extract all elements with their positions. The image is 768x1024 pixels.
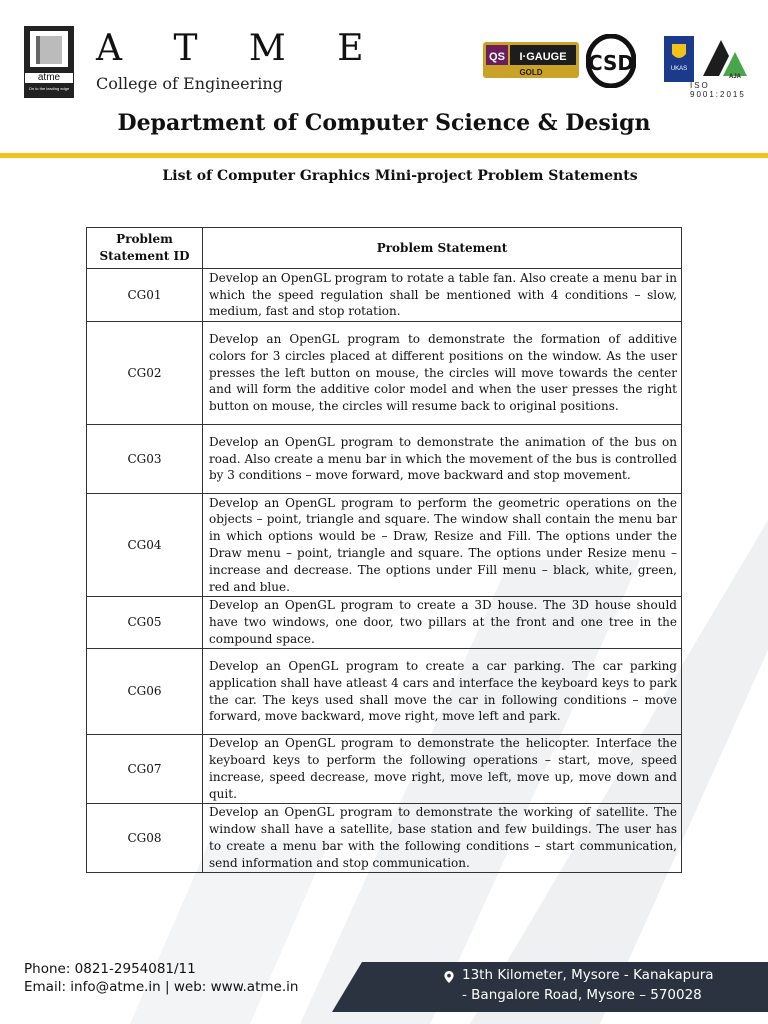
statement-id: CG03 — [87, 425, 203, 494]
table-row — [87, 735, 682, 804]
statement-text: Develop an OpenGL program to demonstrate the formation of additive colors for 3 circles placed at different positions on the window. As the user presses the left button on mouse, the circles will move towards the center and will form the additive color model and when the user presses the right button on mouse, the circles will resume back to original positions. — [203, 322, 682, 425]
table-row — [87, 649, 682, 735]
college-name: College of Engineering — [96, 74, 283, 93]
csd-logo — [586, 34, 636, 88]
statement-text: Develop an OpenGL program to demonstrate the helicopter. Interface the keyboard keys to perform the following operations – start, move, speed increase, speed decrease, move right, move left, move up, move down and quit. — [203, 735, 682, 804]
statement-id: CG07 — [87, 735, 203, 804]
document-subtitle: List of Computer Graphics Mini-project Problem Statements — [162, 168, 638, 184]
department-title: Department of Computer Science & Design — [117, 110, 651, 136]
statement-text: Develop an OpenGL program to rotate a table fan. Also create a menu bar in which the speed regulation shall be mentioned with 4 conditions – slow, medium, fast and stop rotation. — [203, 269, 682, 322]
location-pin-icon — [444, 971, 454, 983]
table-row — [87, 322, 682, 425]
statement-id: CG05 — [87, 597, 203, 649]
brand-name: A T M E — [96, 28, 384, 69]
ukas-icon — [664, 36, 694, 82]
svg-text:CSD: CSD — [587, 51, 635, 75]
logo-tagline: On to the leading edge — [24, 84, 74, 98]
logo-word: atme — [24, 72, 74, 84]
statement-id: CG01 — [87, 269, 203, 322]
table-row — [87, 425, 682, 494]
table-row — [87, 269, 682, 322]
problem-statements-table — [86, 227, 682, 873]
contact-info — [24, 960, 298, 996]
atme-logo — [24, 26, 74, 98]
svg-text:AJA: AJA — [728, 74, 742, 80]
phone-number: Phone: 0821-2954081/11 — [24, 961, 196, 977]
svg-text:GOLD: GOLD — [519, 68, 543, 77]
address-banner — [332, 962, 768, 1012]
column-header-id: Problem Statement ID — [87, 228, 203, 269]
table-row — [87, 597, 682, 649]
email-web: Email: info@atme.in | web: www.atme.in — [24, 979, 299, 995]
column-header-statement: Problem Statement — [203, 228, 682, 269]
iso-cert: ISO 9001:2015 — [690, 81, 746, 99]
aja-icon — [697, 36, 751, 80]
svg-text:UKAS: UKAS — [670, 66, 688, 72]
address-line-1: 13th Kilometer, Mysore - Kanakapura — [462, 967, 714, 983]
qs-igauge-badge — [483, 42, 579, 78]
statement-id: CG02 — [87, 322, 203, 425]
table-row — [87, 494, 682, 597]
statement-text: Develop an OpenGL program to perform the geometric operations on the objects – point, triangle and square. The window shall contain the menu bar in which options would be – Draw, Resize and Fill. The options under the Draw menu – point, triangle and square. The options under Resize menu – increase and decrease. The options under Fill menu – black, white, green, red and blue. — [203, 494, 682, 597]
statement-text: Develop an OpenGL program to demonstrate the working of satellite. The window shall have a satellite, base station and few buildings. The user has to create a menu bar with the following conditions – start communication, send information and stop communication. — [203, 804, 682, 873]
svg-text:QS: QS — [489, 51, 505, 63]
accent-bar — [0, 153, 768, 158]
address-line-2: - Bangalore Road, Mysore – 570028 — [462, 987, 702, 1003]
table-row — [87, 804, 682, 873]
statement-text: Develop an OpenGL program to create a car parking. The car parking application shall have atleast 4 cars and interface the keyboard keys to park the car. The keys used shall move the car in following conditions – move forward, move backward, move right, move left and park. — [203, 649, 682, 735]
statement-text: Develop an OpenGL program to demonstrate the animation of the bus on road. Also create a menu bar in which the movement of the bus is controlled by 3 conditions – move forward, move backward and stop movement. — [203, 425, 682, 494]
statement-id: CG04 — [87, 494, 203, 597]
statement-id: CG06 — [87, 649, 203, 735]
statement-text: Develop an OpenGL program to create a 3D house. The 3D house should have two windows, one door, two pillars at the front and one tree in the compound space. — [203, 597, 682, 649]
svg-text:I·GAUGE: I·GAUGE — [519, 51, 567, 63]
table-header-row — [87, 228, 682, 269]
statement-id: CG08 — [87, 804, 203, 873]
